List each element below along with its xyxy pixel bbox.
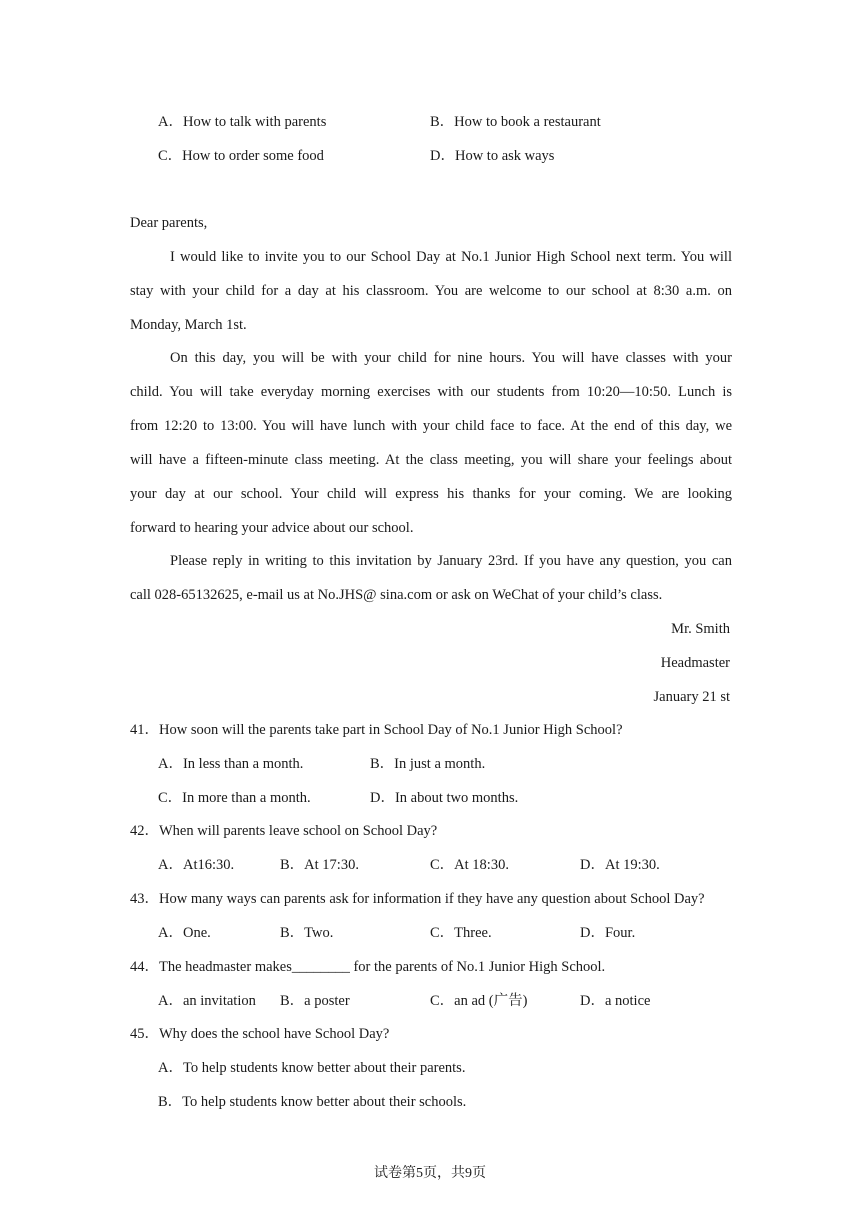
letter-line: will have a fifteen-minute class meeting. At the class meeting, you will share your feelings about <box>130 452 732 468</box>
letter-line: forward to hearing your advice about our school. <box>130 520 414 536</box>
letter-line: Monday, March 1st. <box>130 317 247 333</box>
letter-sender-title: Headmaster <box>660 655 730 671</box>
question-41-option-b: B．In just a month. <box>370 756 486 772</box>
question-42-option-c: C．At 18:30. <box>430 857 509 873</box>
letter-salutation: Dear parents, <box>130 215 208 231</box>
question-44-option-d: D．a notice <box>580 993 651 1009</box>
question-41-stem: 41．How soon will the parents take part in School Day of No.1 Junior High School? <box>130 722 623 738</box>
question-44-option-c: C．an ad (广告) <box>430 993 528 1009</box>
question-43-stem: 43．How many ways can parents ask for information if they have any question about School Day? <box>130 891 705 907</box>
letter-line: call 028-65132625, e-mail us at No.JHS@ sina.com or ask on WeChat of your child’s class. <box>130 587 663 603</box>
question-44-stem: 44．The headmaster makes________ for the parents of No.1 Junior High School. <box>130 959 606 975</box>
letter-line: On this day, you will be with your child for nine hours. You will have classes with your <box>170 350 732 366</box>
prev-option-a: A．How to talk with parents <box>158 114 327 130</box>
letter-line: from 12:20 to 13:00. You will have lunch with your child face to face. At the end of this day, we <box>130 418 732 434</box>
question-45-option-a: A．To help students know better about their parents. <box>158 1060 466 1076</box>
letter-line: Please reply in writing to this invitation by January 23rd. If you have any question, you can <box>170 553 732 569</box>
prev-option-c: C．How to order some food <box>158 148 324 164</box>
letter-line: your day at our school. Your child will express his thanks for your coming. We are looking <box>130 486 732 502</box>
question-45-option-b: B．To help students know better about their schools. <box>158 1094 467 1110</box>
question-44-option-a: A．an invitation <box>158 993 256 1009</box>
question-41-option-c: C．In more than a month. <box>158 790 311 806</box>
page-footer: 试卷第5页，共9页 <box>374 1166 486 1181</box>
question-43-option-d: D．Four. <box>580 925 636 941</box>
letter-date: January 21 st <box>653 689 730 705</box>
question-41-option-d: D．In about two months. <box>370 790 519 806</box>
question-45-stem: 45．Why does the school have School Day? <box>130 1026 390 1042</box>
prev-option-d: D．How to ask ways <box>430 148 555 164</box>
letter-signature: Mr. Smith <box>671 621 730 637</box>
question-42-stem: 42．When will parents leave school on School Day? <box>130 823 438 839</box>
letter-line: stay with your child for a day at his classroom. You are welcome to our school at 8:30 a.m. on <box>130 283 732 299</box>
question-43-option-b: B．Two. <box>280 925 334 941</box>
question-43-option-a: A．One. <box>158 925 211 941</box>
question-42-option-d: D．At 19:30. <box>580 857 660 873</box>
question-42-option-a: A．At16:30. <box>158 857 235 873</box>
question-43-option-c: C．Three. <box>430 925 492 941</box>
question-42-option-b: B．At 17:30. <box>280 857 359 873</box>
question-44-option-b: B．a poster <box>280 993 350 1009</box>
question-41-option-a: A．In less than a month. <box>158 756 304 772</box>
prev-option-b: B．How to book a restaurant <box>430 114 601 130</box>
letter-line: I would like to invite you to our School Day at No.1 Junior High School next term. You will <box>170 249 732 265</box>
letter-line: child. You will take everyday morning exercises with our students from 10:20—10:50. Lunch is <box>130 384 732 400</box>
